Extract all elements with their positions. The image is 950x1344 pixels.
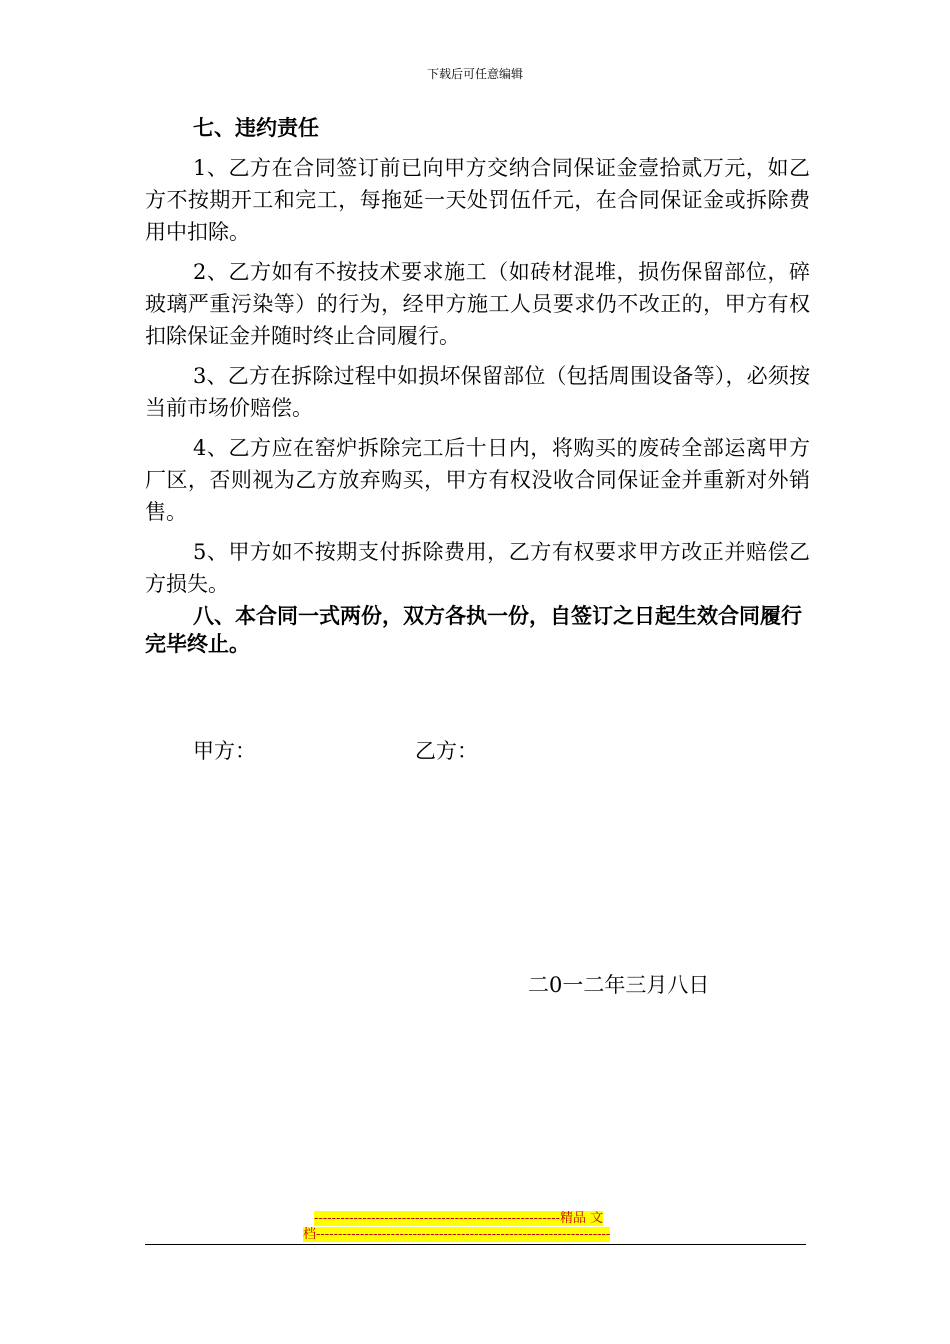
clause-item-5: 5、甲方如不按期支付拆除费用，乙方有权要求甲方改正并赔偿乙方损失。 [145,540,810,596]
clause-item-3: 3、乙方在拆除过程中如损坏保留部位（包括周围设备等），必须按当前市场价赔偿。 [145,364,810,420]
footer-line-2: 档------------------------------------------------------------------- [303,1227,611,1242]
party-a-label: 甲方： [193,739,256,763]
clause-item-2: 2、乙方如有不按技术要求施工（如砖材混堆，损伤保留部位，碎玻璃严重污染等）的行为，经甲方施工人员要求仍不改正的，甲方有权扣除保证金并随时终止合同履行。 [145,260,810,348]
footer-divider [145,1244,806,1245]
footer-line-1: --------------------------------------------------------精品 文 [314,1211,604,1226]
signing-date: 二0一二年三月八日 [528,973,710,997]
footer-watermark [303,1211,648,1243]
section-7-heading: 七、违约责任 [193,116,319,140]
section-8-text: 八、本合同一式两份，双方各执一份，自签订之日起生效合同履行完毕终止。 [145,604,802,656]
party-b-label: 乙方： [415,739,478,763]
clause-item-1: 1、乙方在合同签订前已向甲方交纳合同保证金壹拾贰万元，如乙方不按期开工和完工，每拖延一天处罚伍仟元，在合同保证金或拆除费用中扣除。 [145,156,810,244]
header-note: 下载后可任意编辑 [426,67,523,81]
document-body [145,112,810,658]
clause-item-4: 4、乙方应在窑炉拆除完工后十日内，将购买的废砖全部运离甲方厂区，否则视为乙方放弃购买，甲方有权没收合同保证金并重新对外销售。 [145,436,810,524]
